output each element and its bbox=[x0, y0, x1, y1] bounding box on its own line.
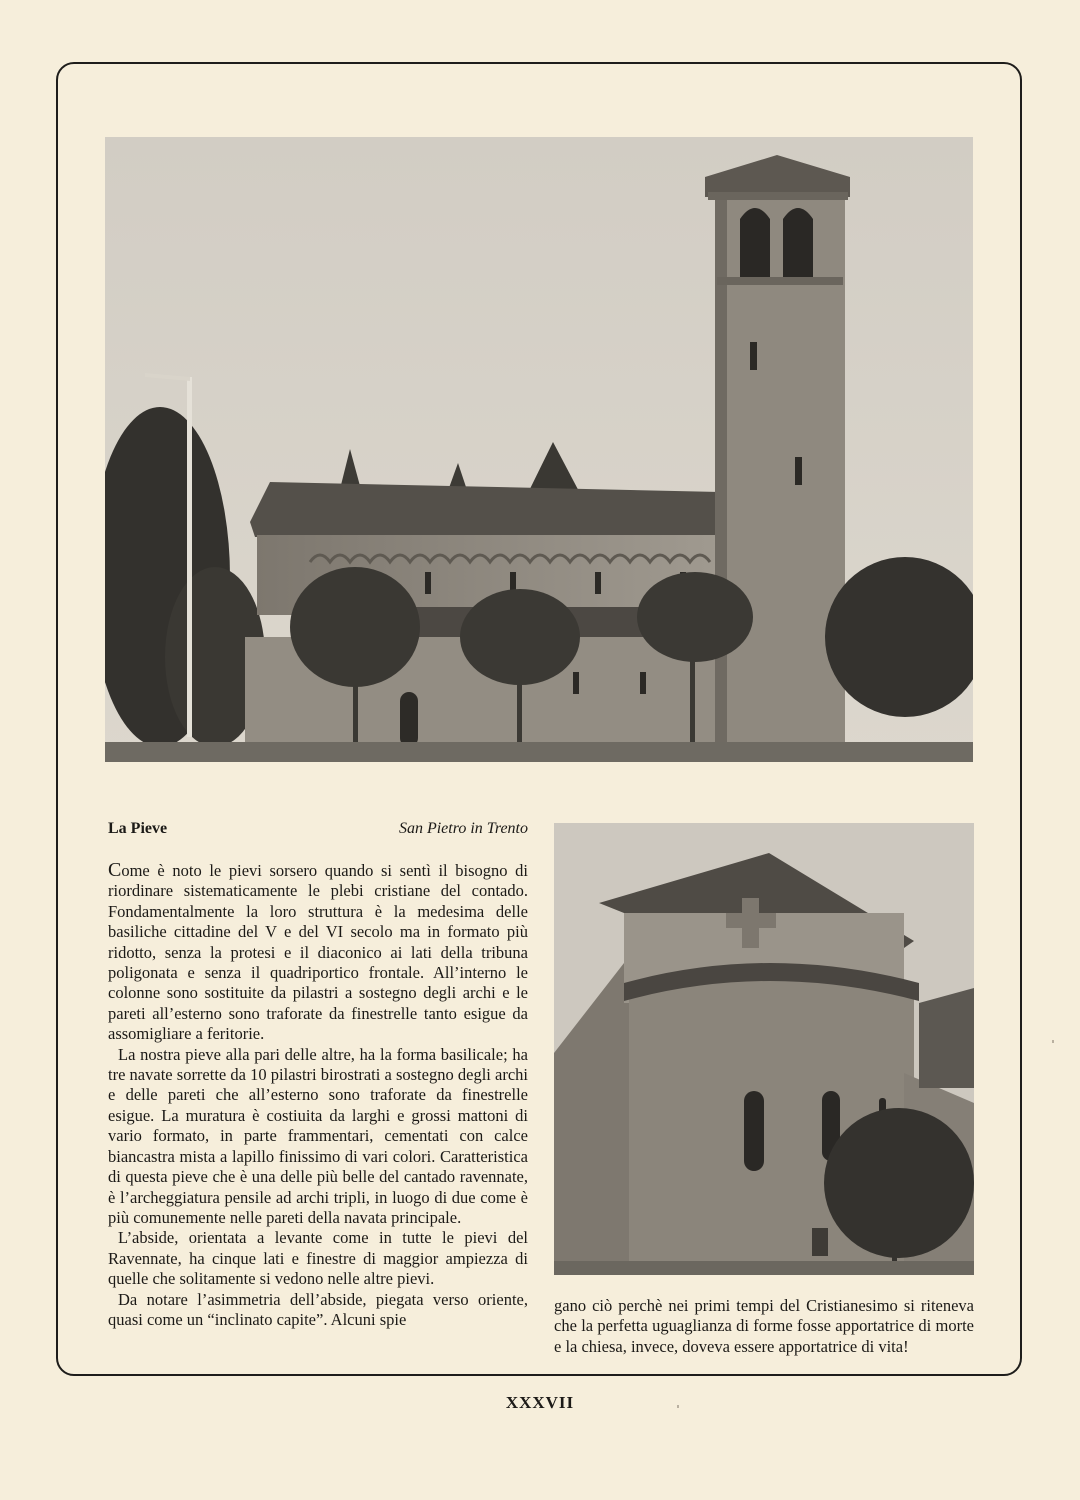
text-column-left bbox=[108, 860, 528, 1330]
place-title: San Pietro in Trento bbox=[398, 820, 528, 837]
paragraph-3: L’abside, orientata a levante come in tutte le pievi del Ravennate, ha cinque lati e finestre di maggior ampiezza di quelle che solitamente si vedono nelle altre pievi. bbox=[108, 1228, 528, 1289]
side-view-church-with-bell-tower-photo bbox=[105, 137, 973, 762]
paper-speck bbox=[1052, 1040, 1054, 1043]
paper-speck bbox=[677, 1405, 679, 1408]
drop-cap: C bbox=[108, 859, 122, 881]
text-column-right bbox=[554, 1296, 974, 1357]
page-number: XXXVII bbox=[505, 1393, 575, 1412]
section-title: La Pieve bbox=[108, 820, 168, 837]
paragraph-4-continued: gano ciò perchè nei primi tempi del Cristianesimo si riteneva che la perfetta uguaglianza di forme fosse apportatrice di morte e la chiesa, invece, doveva essere apportatrice di vita! bbox=[554, 1296, 974, 1356]
paragraph-4: Da notare l’asimmetria dell’abside, piegata verso oriente, quasi come un “inclinato capite”. Alcuni spie bbox=[108, 1289, 528, 1329]
apse-view-church-photo bbox=[554, 823, 974, 1275]
paragraph-2: La nostra pieve alla pari delle altre, ha la forma basilicale; ha tre navate sorrette da 10 pilastri birostrati a sostegno degli archi e delle pareti che all’esterno sono traforate da finestrelle esigue. La muratura è costiuita da larghi e grossi mattoni di vario formato, in parte frammentari, cementati con calce biancastra mista a lapillo finissimo di vari colori. Caratteristica di questa pieve che è una delle più belle del cantado ravennate, è l’archeggiatura pensile ad archi tripli, in luogo di due come è più comunemente nelle pareti della navata principale. bbox=[108, 1044, 528, 1227]
paragraph-1 bbox=[108, 860, 528, 1045]
paragraph-1-text: ome è noto le pievi sorsero quando si sentì il bisogno di riordinare sistematicamente le plebi cristiane del contado. Fondamentalmente la loro struttura è la medesima delle basiliche cittadine del V e del VI secolo ma in formato più ridotto, senza la protesi e il diaconico ai lati della tribuna poligonata e senza il quadriportico frontale. All’interno le colonne sono sostituite da pilastri a sostegno degli archi e le pareti all’esterno sono traforate da finestrelle tanto esigue da assomigliare a feritorie. bbox=[108, 861, 528, 1044]
